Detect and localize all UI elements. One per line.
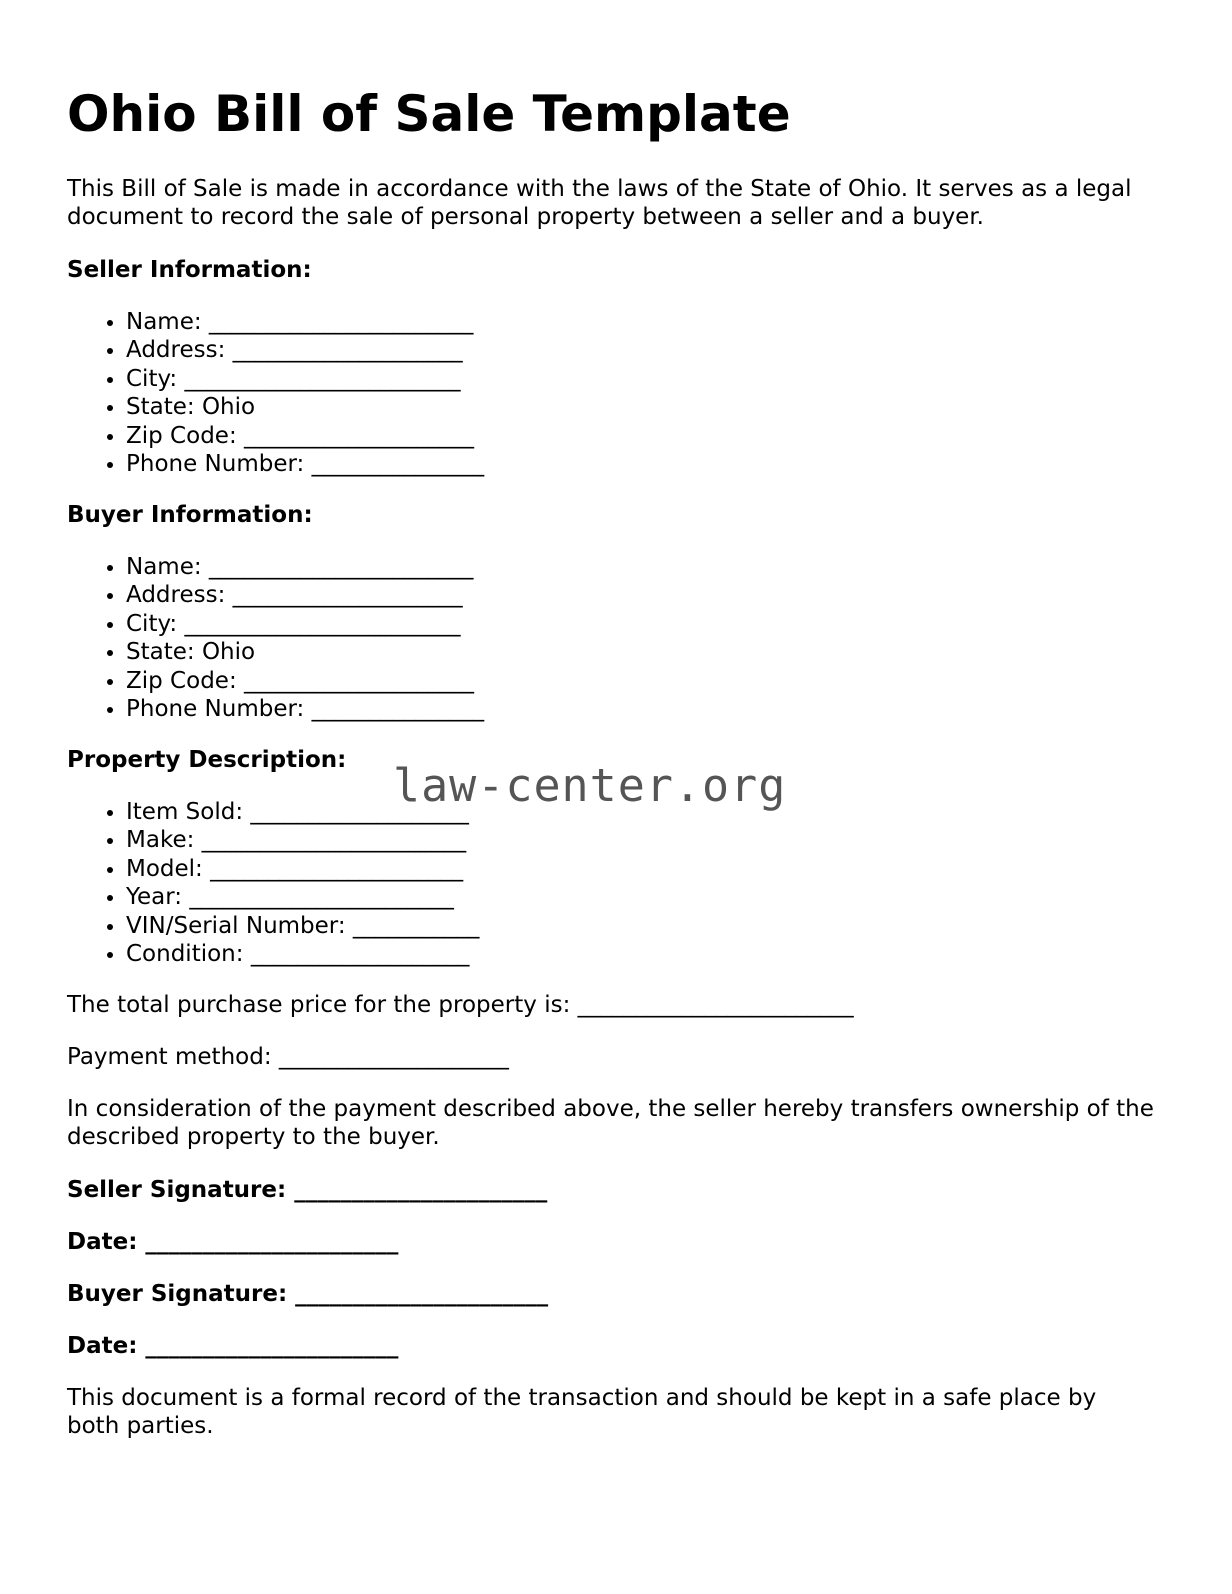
buyer-city-field: • City: ________________________: [126, 610, 484, 638]
seller-state-field: • State: Ohio: [126, 393, 484, 421]
buyer-address-field: • Address: ____________________: [126, 581, 484, 609]
buyer-name-field: • Name: _______________________: [126, 553, 484, 581]
seller-phone-field: • Phone Number: _______________: [126, 450, 484, 478]
closing-paragraph: This document is a formal record of the transaction and should be kept in a safe place by both parties.: [67, 1385, 1097, 1439]
seller-info-list: [67, 308, 484, 478]
property-model-field: • Model: ______________________: [126, 855, 479, 883]
seller-name-field: • Name: _______________________: [126, 308, 484, 336]
payment-method-line: Payment method: ____________________: [67, 1044, 509, 1070]
property-vin-field: • VIN/Serial Number: ___________: [126, 912, 479, 940]
buyer-heading: Buyer Information:: [67, 502, 313, 528]
seller-city-field: • City: ________________________: [126, 365, 484, 393]
buyer-zip-field: • Zip Code: ____________________: [126, 667, 484, 695]
seller-date-line: Date: ______________________: [67, 1229, 399, 1255]
buyer-info-list: [67, 553, 484, 723]
property-year-field: • Year: _______________________: [126, 883, 479, 911]
buyer-phone-field: • Phone Number: _______________: [126, 695, 484, 723]
property-condition-field: • Condition: ___________________: [126, 940, 479, 968]
seller-signature-line: Seller Signature: ______________________: [67, 1177, 548, 1203]
seller-heading: Seller Information:: [67, 257, 312, 283]
property-item-field: • Item Sold: ___________________: [126, 798, 479, 826]
document-title: Ohio Bill of Sale Template: [67, 85, 791, 143]
buyer-signature-line: Buyer Signature: ______________________: [67, 1281, 549, 1307]
seller-address-field: • Address: ____________________: [126, 336, 484, 364]
property-info-list: [67, 798, 479, 968]
property-make-field: • Make: _______________________: [126, 826, 479, 854]
transfer-paragraph: In consideration of the payment described above, the seller hereby transfers ownership of the described property to the buyer.: [67, 1096, 1154, 1150]
property-heading: Property Description:: [67, 747, 347, 773]
seller-zip-field: • Zip Code: ____________________: [126, 422, 484, 450]
watermark-text: law-center.org: [393, 759, 787, 812]
purchase-price-line: The total purchase price for the property is: ________________________: [67, 992, 854, 1018]
buyer-state-field: • State: Ohio: [126, 638, 484, 666]
buyer-date-line: Date: ______________________: [67, 1333, 399, 1359]
intro-paragraph: This Bill of Sale is made in accordance with the laws of the State of Ohio. It serves as a legal document to record the sale of personal property between a seller and a buyer.: [67, 176, 1132, 230]
